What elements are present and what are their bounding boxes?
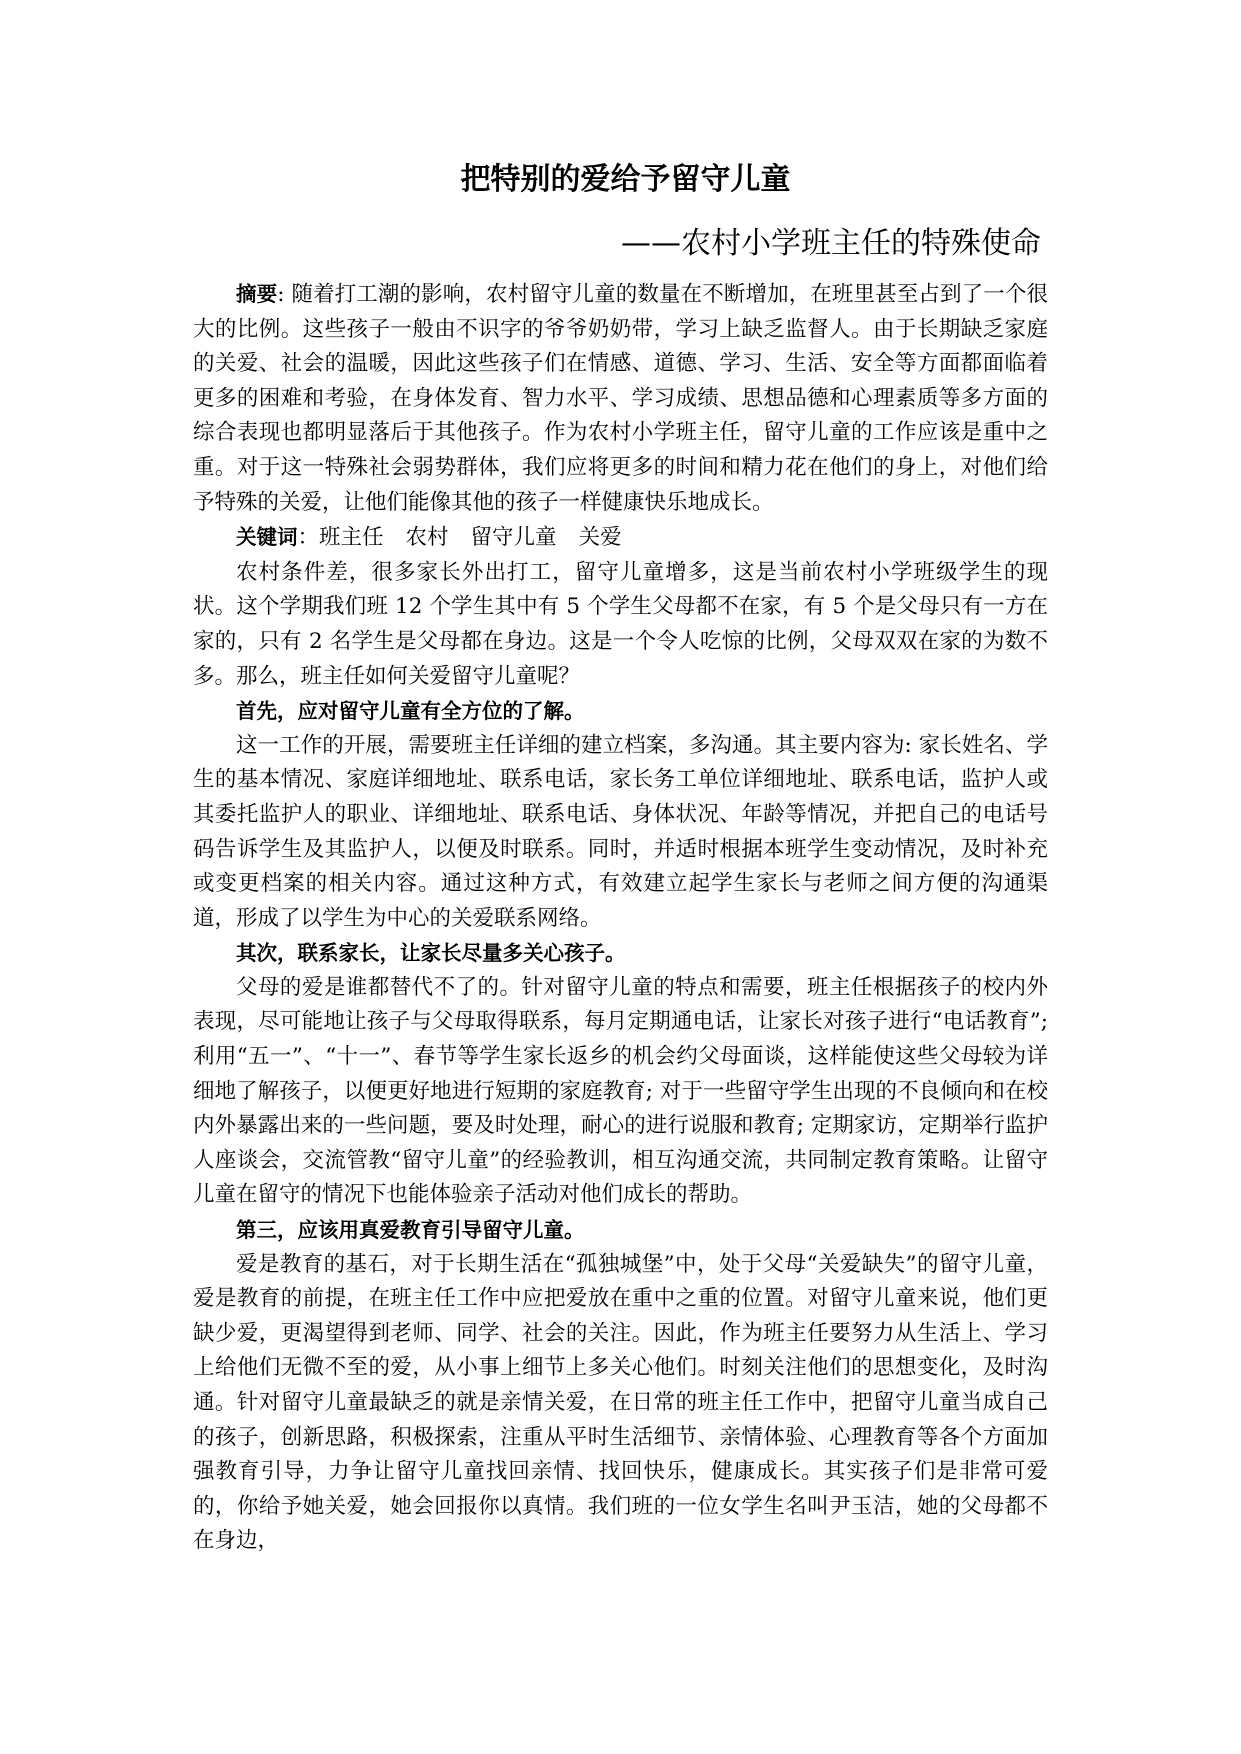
keywords-paragraph [193, 520, 1048, 556]
intro-paragraph: 农村条件差，很多家长外出打工，留守儿童增多，这是当前农村小学班级学生的现状。这个学期我们班 12 个学生其中有 5 个学生父母都不在家，有 5 个是父母只有一方在家的，只有 2 名学生是父母都在身边。这是一个令人吃惊的比例，父母双双在家的为数不多。那么，班主任如何关爱留守儿童呢？ [193, 559, 1048, 689]
section-paragraph: 这一工作的开展，需要班主任详细的建立档案，多沟通。其主要内容为: 家长姓名、学生的基本情况、家庭详细地址、联系电话，家长务工单位详细地址、联系电话，监护人或其委托监护人的职业、详细地址、联系电话、身体状况、年龄等情况，并把自己的电话号码告诉学生及其监护人，以便及时联系。同时，并适时根据本班学生变动情况，及时补充或变更档案的相关内容。通过这种方式，有效建立起学生家长与老师之间方便的沟通渠道，形成了以学生为中心的关爱联系网络。 [193, 732, 1048, 931]
document-subtitle: ——农村小学班主任的特殊使命 [621, 226, 1041, 261]
abstract-text: : 随着打工潮的影响，农村留守儿童的数量在不断增加，在班里甚至占到了一个很大的比例。这些孩子一般由不识字的爷爷奶奶带，学习上缺乏监督人。由于长期缺乏家庭的关爱、社会的温暖，因此这些孩子们在情感、道德、学习、生活、安全等方面都面临着更多的困难和考验，在身体发育、智力水平、学习成绩、思想品德和心理素质等多方面的综合表现也都明显落后于其他孩子。作为农村小学班主任，留守儿童的工作应该是重中之重。对于这一特殊社会弱势群体，我们应将更多的时间和精力花在他们的身上，对他们给予特殊的关爱，让他们能像其他的孩子一样健康快乐地成长。 [193, 282, 1048, 515]
document-title: 把特别的爱给予留守儿童 [460, 162, 791, 197]
keyword-item: 班主任 [319, 525, 384, 551]
keyword-item: 关爱 [578, 525, 622, 551]
section-heading: 第三，应该用真爱教育引导留守儿童。 [236, 1218, 585, 1243]
section-heading: 其次，联系家长，让家长尽量多关心孩子。 [236, 941, 626, 966]
keywords-separator: ： [297, 525, 320, 551]
keywords-label: 关键词 [236, 525, 298, 550]
keyword-item: 留守儿童 [470, 525, 557, 551]
abstract-label: 摘要 [236, 282, 278, 306]
section-heading: 首先，应对留守儿童有全方位的了解。 [236, 699, 585, 724]
section-paragraph: 爱是教育的基石，对于长期生活在“孤独城堡”中，处于父母“关爱缺失”的留守儿童，爱是教育的前提，在班主任工作中应把爱放在重中之重的位置。对留守儿童来说，他们更缺少爱，更渴望得到老师、同学、社会的关注。因此，作为班主任要努力从生活上、学习上给他们无微不至的爱，从小事上细节上多关心他们。时刻关注他们的思想变化，及时沟通。针对留守儿童最缺乏的就是亲情关爱，在日常的班主任工作中，把留守儿童当成自己的孩子，创新思路，积极探索，注重从平时生活细节、亲情体验、心理教育等各个方面加强教育引导，力争让留守儿童找回亲情、找回快乐，健康成长。其实孩子们是非常可爱的，你给予她关爱，她会回报你以真情。我们班的一位女学生名叫尹玉洁，她的父母都不在身边， [193, 1251, 1048, 1554]
document-body [193, 277, 1048, 1559]
section-paragraph: 父母的爱是谁都替代不了的。针对留守儿童的特点和需要，班主任根据孩子的校内外表现，尽可能地让孩子与父母取得联系，每月定期通电话，让家长对孩子进行“电话教育”; 利用“五一”、“十一”、春节等学生家长返乡的机会约父母面谈，这样能使这些父母较为详细地了解孩子，以便更好地进行短期的家庭教育; 对于一些留守学生出现的不良倾向和在校内外暴露出来的一些问题，要及时处理，耐心的进行说服和教育; 定期家访，定期举行监护人座谈会，交流管教“留守儿童”的经验教训，相互沟通交流，共同制定教育策略。让留守儿童在留守的情况下也能体验亲子活动对他们成长的帮助。 [193, 974, 1048, 1208]
abstract-paragraph [193, 277, 1048, 520]
keyword-item: 农村 [405, 525, 449, 551]
